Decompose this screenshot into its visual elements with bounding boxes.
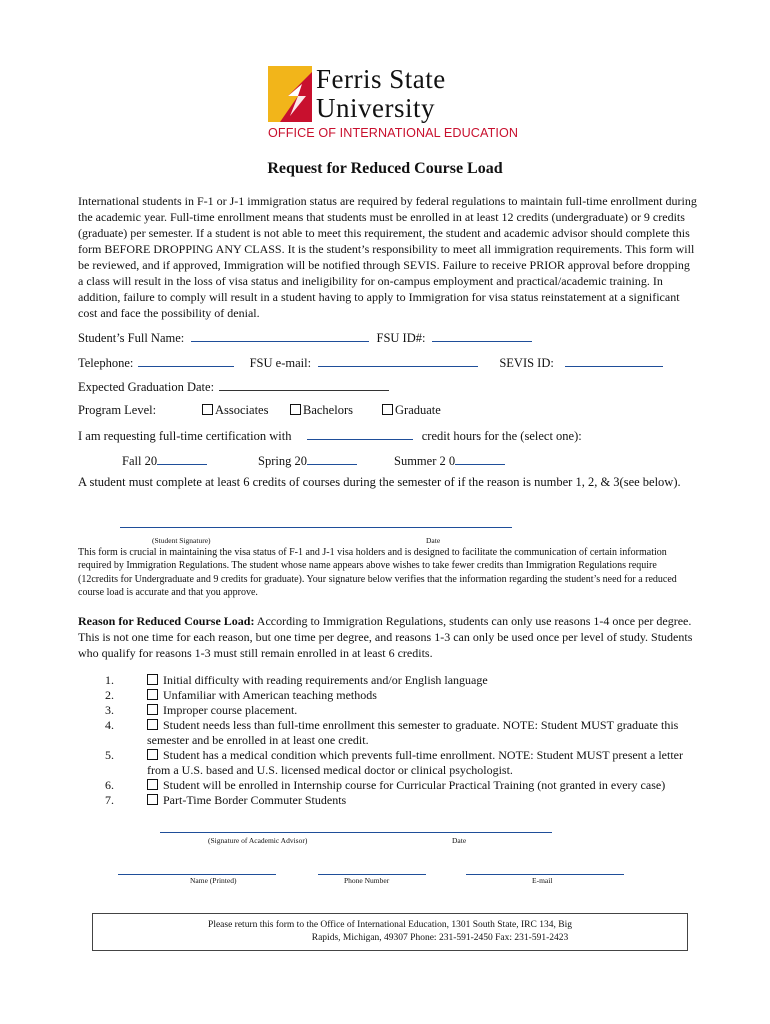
program-level-row [78, 403, 698, 418]
student-signature-line[interactable] [120, 527, 512, 528]
footer-line-1: Please return this form to the Office of International Education, 1301 South State, IRC 134, Big [208, 920, 572, 930]
reason-text: According to Immigration Regulations, students can only use reasons 1-4 once per degree. This is not one time for each reason, but one time per degree, and reasons 1-3 can only be used once per level of study. Students who qualify for reasons 1-3 must still remain enrolled in at least 6 credits. [78, 614, 693, 660]
intro-paragraph: International students in F-1 or J-1 immigration status are required by federal regulations to maintain full-time enrollment during the academic year. Full-time enrollment means that students must be enrolled in at least 12 credits (undergraduate) or 9 credits (graduate) per semester. If a student is not able to meet this requirement, the student and academic advisor should complete this form BEFORE DROPPING ANY CLASS. It is the student’s responsibility to meet all immigration requirements. This form will be reviewed, and if approved, Immigration will be notified through SEVIS. Failure to receive PRIOR approval before dropping a class will result in the loss of visa status and ineligibility for on-campus employment and practical/academic training. In addition, failure to comply will result in a student having to apply to Immigration for visa status reinstatement at a significant cost and face the possibility of denial. [78, 194, 697, 320]
logo-name-line1: Ferris State [316, 64, 446, 94]
graduation-row [78, 378, 389, 395]
checkbox-icon[interactable] [147, 674, 158, 685]
ferris-flame-logo-icon [268, 66, 312, 122]
email-field[interactable] [318, 354, 478, 367]
fsu-id-label: FSU ID#: [376, 331, 426, 345]
checkbox-icon[interactable] [147, 704, 158, 715]
checkbox-icon[interactable] [202, 404, 213, 415]
checkbox-icon[interactable] [147, 794, 158, 805]
requesting-row [78, 427, 582, 444]
contact-row [78, 354, 663, 371]
reason-item-7[interactable]: 7. Part-Time Border Commuter Students [105, 793, 347, 807]
notice-paragraph: This form is crucial in maintaining the visa status of F-1 and J-1 visa holders and is designed to facilitate the communication of certain information required by Immigration Regulations. The student whose name appears above wishes to take fewer credits than Immigration Regulations require (12credits for Undergraduate and 9 credits for graduate). Your signature below verifies that the information regarding the student’s need for a reduced course load is accurate and that you approve. [78, 547, 677, 598]
advisor-signature-line[interactable] [160, 832, 552, 833]
telephone-field[interactable] [138, 354, 234, 367]
summer-option[interactable]: Summer 2 0 [394, 452, 505, 469]
advisor-signature-caption: (Signature of Academic Advisor) [208, 836, 308, 845]
fsu-id-field[interactable] [432, 329, 532, 342]
checkbox-icon[interactable] [147, 719, 158, 730]
student-signature-caption: (Student Signature) [152, 536, 211, 545]
advisor-email-line[interactable] [466, 874, 624, 875]
full-name-label: Student’s Full Name: [78, 331, 185, 345]
checkbox-icon[interactable] [147, 689, 158, 700]
reason-item-5[interactable]: 5. Student has a medical condition which prevents full-time enrollment. NOTE: Student MUST present a letter from a U.S. based and U.S. licensed medical doctor or clinical psychologist. [105, 748, 683, 777]
sevis-field[interactable] [565, 354, 663, 367]
footer-line-2: Rapids, Michigan, 49307 Phone: 231-591-2450 Fax: 231-591-2423 [311, 933, 569, 943]
program-associates-option[interactable]: Associates [202, 403, 268, 418]
email-label: FSU e-mail: [249, 356, 312, 370]
graduation-label: Expected Graduation Date: [78, 380, 215, 394]
program-graduate-option[interactable]: Graduate [382, 403, 441, 418]
fall-option[interactable]: Fall 20 [122, 452, 207, 469]
reason-paragraph [78, 613, 698, 661]
requesting-suffix: credit hours for the (select one): [421, 429, 582, 443]
telephone-label: Telephone: [78, 356, 134, 370]
phone-number-line[interactable] [318, 874, 426, 875]
university-logo [268, 66, 528, 144]
logo-wordmark [316, 66, 446, 122]
reason-item-4[interactable]: 4. Student needs less than full-time enrollment this semester to graduate. NOTE: Student MUST graduate this semester and be enrolled in at least one credit. [105, 718, 679, 747]
reason-item-1[interactable]: 1. Initial difficulty with reading requirements and/or English language [105, 673, 488, 687]
program-bachelors-option[interactable]: Bachelors [290, 403, 353, 418]
spring-year-field[interactable] [307, 452, 357, 465]
reason-item-6[interactable]: 6. Student will be enrolled in Internship course for Curricular Practical Training (not granted in every case) [105, 778, 666, 792]
requesting-prefix: I am requesting full-time certification with [78, 429, 292, 443]
phone-number-caption: Phone Number [344, 876, 390, 885]
return-address-box [92, 913, 688, 951]
full-name-field[interactable] [191, 329, 369, 342]
program-level-label: Program Level: [78, 403, 157, 417]
checkbox-icon[interactable] [147, 749, 158, 760]
reason-item-3[interactable]: 3. Improper course placement. [105, 703, 298, 717]
checkbox-icon[interactable] [382, 404, 393, 415]
spring-option[interactable]: Spring 20 [258, 452, 357, 469]
advisor-email-caption: E-mail [532, 876, 553, 885]
reasons-list [105, 673, 705, 808]
checkbox-icon[interactable] [290, 404, 301, 415]
reason-heading: Reason for Reduced Course Load: [78, 614, 255, 628]
checkbox-icon[interactable] [147, 779, 158, 790]
student-date-caption: Date [426, 536, 441, 545]
credit-hours-field[interactable] [307, 427, 413, 440]
name-id-row [78, 329, 532, 346]
name-printed-line[interactable] [118, 874, 276, 875]
summer-year-field[interactable] [455, 452, 505, 465]
reason-item-2[interactable]: 2. Unfamiliar with American teaching methods [105, 688, 377, 702]
fall-year-field[interactable] [157, 452, 207, 465]
min-credit-note: A student must complete at least 6 credits of courses during the semester of if the reason is number 1, 2, & 3(see below). [78, 475, 681, 489]
advisor-date-caption: Date [452, 836, 467, 845]
logo-name-line2: University [316, 93, 435, 123]
form-title: Request for Reduced Course Load [267, 160, 503, 177]
sevis-label: SEVIS ID: [499, 356, 554, 370]
graduation-field[interactable] [219, 378, 389, 391]
name-printed-caption: Name (Printed) [190, 876, 237, 885]
logo-office-name: OFFICE OF INTERNATIONAL EDUCATION [268, 126, 519, 140]
